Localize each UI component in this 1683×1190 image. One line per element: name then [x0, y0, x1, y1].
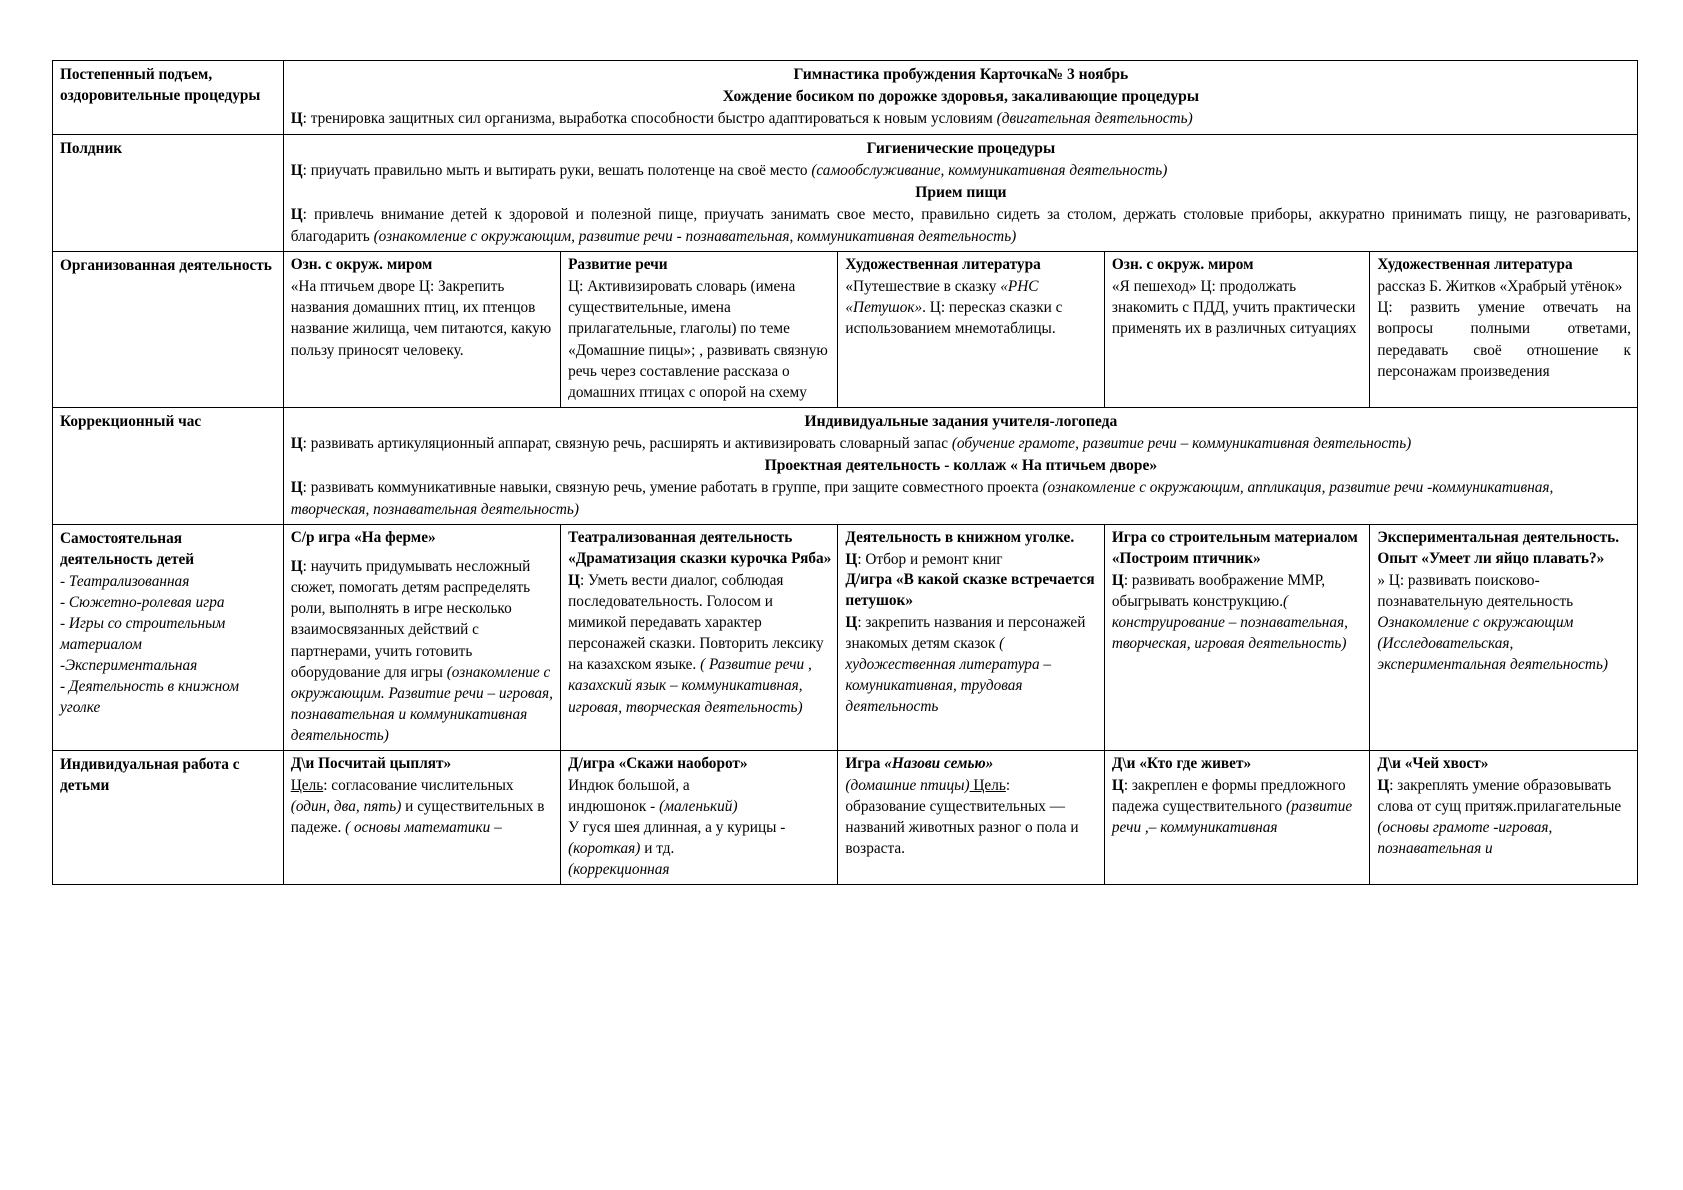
goal-text: : развивать коммуникативные навыки, связную речь, умение работать в группе, при защите совместного проекта: [302, 478, 1043, 496]
goal-text: : развивать воображение ММР, обыгрывать конструкцию.: [1111, 571, 1326, 611]
cell-title: Озн. с окруж. миром: [1111, 256, 1254, 274]
goal-category: ( Развитие речи , казахский язык – коммуникативная, игровая, творческая деятельность): [568, 656, 812, 716]
daily-plan-table: [52, 60, 1638, 885]
goal-label: Цель: [969, 776, 1006, 794]
correction-goal-1: [291, 433, 1631, 455]
goal-marker: Ц: [845, 551, 858, 569]
goal-category: (развитие речи ,– коммуникативная: [1111, 798, 1353, 837]
row-content-afternoon-snack: [283, 135, 1637, 252]
independent-cell-construction: [1104, 525, 1369, 751]
goal-marker: Ц: [290, 478, 303, 496]
goal-category: (двигательная деятельность): [996, 110, 1193, 128]
row-label-afternoon-snack: Полдник: [53, 135, 284, 252]
row-label-title: Самостоятельная деятельность детей: [60, 530, 195, 569]
snack-heading-hygiene: Гигиенические процедуры: [866, 140, 1056, 157]
goal-text: : закреплен е формы предложного падежа существительного: [1111, 776, 1346, 816]
sub-item-1: - Сюжетно-ролевая игра: [60, 593, 225, 611]
line-1-text: :: [1005, 776, 1011, 794]
cell-line-4: (коррекционная: [568, 861, 670, 879]
table-row-individual-work: [53, 751, 1638, 885]
row-label-individual-work: Индивидуальная работа с детьми: [53, 751, 284, 885]
cell-title: Д\и Посчитай цыплят»: [290, 755, 452, 773]
cell-text: «Я пешеход» Ц: продолжать знакомить с ПДД, учить практически применять их в различных ситуациях: [1111, 278, 1357, 338]
cell-title-text: Д/игра «Скажи наоборот»: [568, 755, 748, 773]
table-row-organized-activity: [53, 252, 1638, 407]
goal-marker: Ц: [1377, 776, 1390, 794]
goal-marker: Ц: [1111, 776, 1124, 794]
goal-text: : тренировка защитных сил организма, выработка способности быстро адаптироваться к новым условиям: [302, 110, 997, 128]
cell-title: Художественная литература: [1377, 256, 1573, 274]
cell-title: С/р игра «На ферме»: [290, 529, 436, 547]
cell-goal: [1377, 775, 1631, 859]
goal-italic-1: (один, два, пять): [290, 798, 402, 816]
goal-label: Цель: [290, 776, 324, 794]
goal-text: : закрепить названия и персонажей знакомых детям сказок: [845, 613, 1086, 652]
goal-category: ( конструирование – познавательная, творческая, игровая деятельность): [1111, 593, 1348, 653]
cell-title: Экспериментальная деятельность. Опыт «Умеет ли яйцо плавать?»: [1377, 529, 1620, 568]
gradual-rise-heading-1: Гимнастика пробуждения Карточка№ 3 ноябрь: [793, 66, 1129, 83]
goal-text: : согласование числительных: [323, 776, 514, 794]
table-row-independent-activity: [53, 525, 1638, 751]
cell-goal-1: [845, 549, 1098, 570]
line-3-italic: (короткая): [568, 840, 641, 858]
cell-goal: [1112, 775, 1363, 838]
goal-marker: Ц: [1111, 571, 1124, 589]
cell-text-before: «Путешествие в сказку: [845, 278, 1001, 296]
cell-title: Д\и «Чей хвост»: [1377, 755, 1489, 773]
goal-marker: Ц: [290, 558, 303, 576]
snack-goal-meal: [291, 204, 1631, 247]
goal-marker: Ц: [290, 435, 303, 453]
goal-category: ( художественная литература – комуникативная, трудовая деятельность: [845, 634, 1052, 716]
row-content-correction-hour: [283, 407, 1637, 524]
goal-text: : привлечь внимание детей к здоровой и полезной пище, приучать занимать свое место, правильно сидеть за столом, держать столовые приборы, аккуратно принимать пищу, не разговаривать, благодарить: [290, 206, 1631, 245]
cell-title-2: Д/игра «В какой сказке встречается петушок»: [845, 571, 1095, 610]
goal-text: : развивать артикуляционный аппарат, связную речь, расширять и активизировать словарный запас: [302, 435, 952, 453]
organized-cell-literature-1: [838, 252, 1105, 407]
independent-cell-theatre: [561, 525, 838, 751]
cell-title: Игра со строительным материалом «Построим птичник»: [1111, 529, 1358, 568]
snack-heading-meal: Прием пищи: [915, 183, 1007, 201]
cell-line-3: [568, 817, 831, 859]
goal-text: : Уметь вести диалог, соблюдая последовательность. Голосом и мимикой передавать характер персонажей сказки. Повторить лексику на казахском языке.: [568, 571, 824, 674]
table-row-afternoon-snack: [53, 135, 1638, 252]
cell-goal-2: [845, 612, 1098, 718]
correction-heading-1: Индивидуальные задания учителя-логопеда: [804, 412, 1118, 430]
sub-item-2: - Игры со строительным материалом: [60, 614, 226, 653]
cell-goal: [291, 556, 554, 746]
goal-marker: Ц: [568, 571, 580, 589]
cell-line-2: образование существительных — названий животных разног о пола и возраста.: [845, 798, 1079, 858]
cell-title: [845, 754, 1098, 775]
gradual-rise-goal: [291, 108, 1631, 130]
individual-cell-who-lives-where: [1104, 751, 1369, 885]
cell-title: Деятельность в книжном уголке.: [845, 529, 1075, 547]
row-label-correction-hour: Коррекционный час: [53, 407, 284, 524]
gradual-rise-heading-2: Хождение босиком по дорожке здоровья, закаливающие процедуры: [722, 88, 1200, 106]
goal-category: (ознакомление с окружающим, аппликация, развитие речи -коммуникативная, творческая, познавательная деятельность): [290, 478, 1554, 518]
cell-goal: [291, 775, 554, 838]
line-3-before: У гуся шея длинная, а у курицы -: [568, 819, 786, 837]
organized-cell-speech: [561, 252, 838, 407]
goal-text: » Ц: развивать поисково-познавательную деятельность: [1377, 571, 1574, 611]
sub-item-4: - Деятельность в книжном уголке: [60, 678, 239, 717]
cell-title: [568, 754, 831, 775]
spacer: [291, 549, 554, 556]
organized-cell-world-1: [283, 252, 560, 407]
cell-text-2: названия домашних птиц, их птенцов название жилища, чем питаются, какую пользу приносят человеку.: [290, 299, 552, 359]
cell-line-1: [845, 775, 1098, 796]
row-label-independent-activity: [53, 525, 284, 751]
cell-title: Озн. с окруж. миром: [290, 256, 433, 274]
line-2-italic: (маленький): [659, 798, 738, 816]
goal-category: (ознакомление с окружающим. Развитие речи – игровая, познавательная и коммуникативная деятельность): [290, 663, 553, 744]
cell-text: [845, 276, 1098, 339]
individual-cell-count-chicks: [283, 751, 560, 885]
cell-line-2: [568, 796, 831, 817]
sub-item-3: -Экспериментальная: [60, 656, 198, 674]
line-1-italic: (домашние птицы): [845, 776, 970, 794]
goal-category: (основы грамоте -игровая, познавательная и: [1377, 819, 1553, 858]
line-2-before: индюшонок -: [568, 798, 660, 816]
organized-cell-literature-2: [1370, 252, 1638, 407]
row-label-gradual-rise: Постепенный подъем, оздоровительные процедуры: [53, 61, 284, 135]
cell-text-after: . Ц: пересказ сказки с использованием мнемотаблицы.: [845, 299, 1063, 338]
individual-cell-say-opposite: [561, 751, 838, 885]
table-row-gradual-rise: [53, 61, 1638, 135]
goal-marker: Ц: [845, 613, 858, 631]
independent-cell-experiment: [1370, 525, 1638, 751]
row-content-gradual-rise: [283, 61, 1637, 135]
goal-text: : научить придумывать несложный сюжет, помогать детям распределять роли, выполнять в игре несколько взаимосвязанных действий с партнерами, учить готовить оборудование для игры: [290, 558, 531, 681]
goal-text: : Отбор и ремонт книг: [857, 551, 1003, 569]
individual-cell-whose-tail: [1370, 751, 1638, 885]
goal-marker: Ц: [290, 206, 303, 223]
goal-category: (самообслуживание, коммуникативная деятельность): [811, 162, 1168, 180]
goal-italic-2: ( основы математики –: [345, 819, 502, 837]
goal-marker: Ц: [290, 162, 303, 180]
cell-title: Д\и «Кто где живет»: [1111, 755, 1252, 773]
cell-text: рассказ Б. Житков «Храбрый утёнок»: [1377, 278, 1623, 296]
correction-heading-2: Проектная деятельность - коллаж « На птичьем дворе»: [764, 456, 1158, 474]
cell-text-2: Ц: развить умение отвечать на вопросы полными ответами, передавать своё отношение к персонажам произведения: [1377, 299, 1631, 380]
goal-category: Ознакомление с окружающим (Исследовательская, экспериментальная деятельность): [1377, 614, 1609, 674]
independent-cell-roleplay: [283, 525, 560, 751]
cell-goal: [568, 570, 831, 718]
goal-text: : приучать правильно мыть и вытирать руки, вешать полотенце на своё место: [302, 162, 812, 180]
row-label-organized-activity: Организованная деятельность: [53, 252, 284, 407]
cell-title: Художественная литература: [845, 256, 1041, 274]
cell-title: Развитие речи: [568, 256, 668, 274]
cell-text: Ц: Активизировать словарь (имена существительные, имена прилагательные, глаголы) по теме «Домашние пицы»; , развивать связную речь через составление рассказа о домашних птицах с опорой на схему: [568, 278, 828, 401]
goal-text-2: и существительных в падеже.: [290, 798, 545, 837]
correction-goal-2: [291, 477, 1631, 520]
line-3-after: и тд.: [640, 840, 675, 858]
goal-category: (обучение грамоте, развитие речи – коммуникативная деятельность): [951, 435, 1412, 453]
cell-line-1: Индюк большой, а: [568, 776, 690, 794]
cell-goal: [1377, 570, 1631, 612]
cell-title: Театрализованная деятельность «Драматизация сказки курочка Ряба»: [568, 529, 832, 568]
goal-text: : закреплять умение образовывать слова от сущ притяж.прилагательные: [1377, 776, 1622, 816]
cell-text-italic: «РНС «Петушок»: [845, 278, 1039, 317]
table-row-correction-hour: [53, 407, 1638, 524]
cell-title-before: Игра: [845, 755, 885, 773]
snack-goal-hygiene: [291, 160, 1631, 182]
cell-goal: [1112, 570, 1363, 654]
sub-item-0: - Театрализованная: [60, 572, 190, 590]
goal-category: (ознакомление с окружающим, развитие речи - познавательная, коммуникативная деятельность): [373, 227, 1017, 245]
independent-cell-bookcorner: [838, 525, 1105, 751]
individual-cell-name-family: [838, 751, 1105, 885]
goal-marker: Ц: [290, 110, 303, 128]
cell-text: «На птичьем дворе Ц: Закрепить: [290, 278, 505, 296]
cell-title-italic: «Назови семью»: [884, 755, 994, 773]
organized-cell-world-2: [1104, 252, 1369, 407]
